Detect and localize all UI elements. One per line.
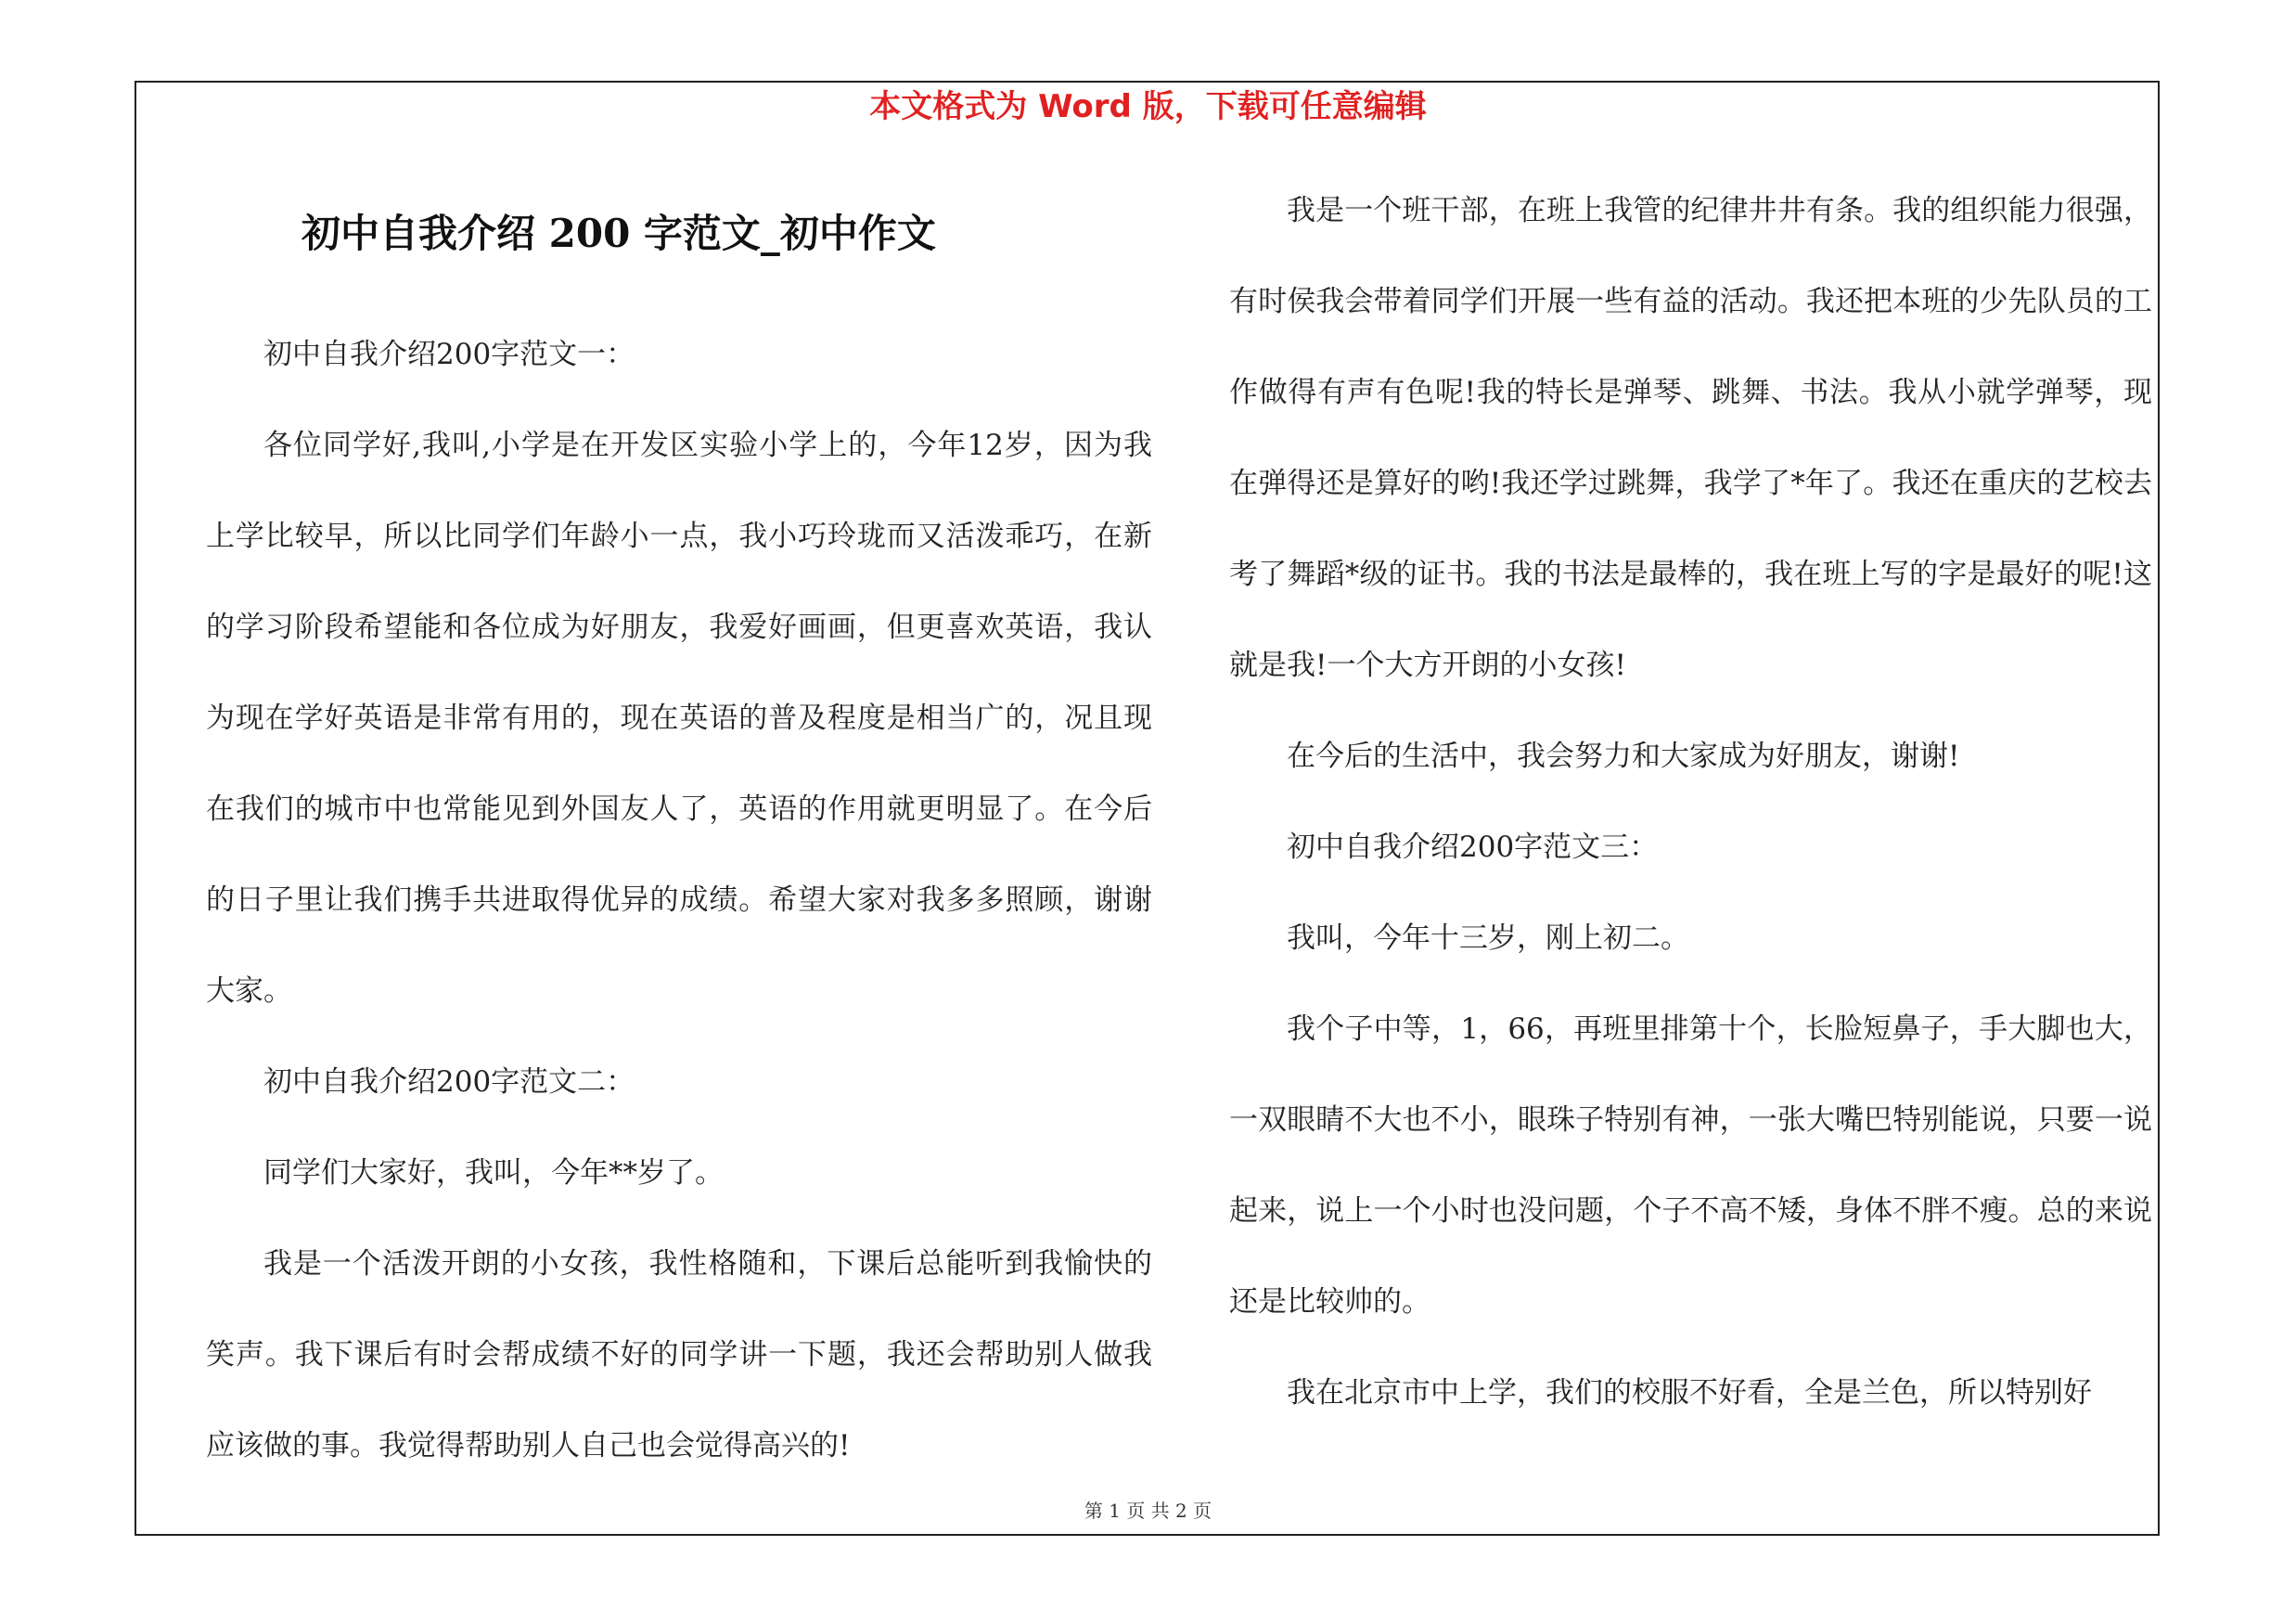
paragraph: 在今后的生活中，我会努力和大家成为好朋友，谢谢! (1287, 740, 1960, 773)
paragraph: 初中自我介绍200字范文三： (1287, 831, 1659, 864)
left-column (206, 309, 1152, 1491)
paragraph: 我是一个班干部，在班上我管的纪律井井有条。我的组织能力很强，有时侯我会带着同学们开展一些有益的活动。我还把本班的少先队员的工作做得有声有色呢!我的特长是弹琴、跳舞、书法。我从小就学弹琴，现在弹得还是算好的哟!我还学过跳舞，我学了*年了。我还在重庆的艺校去考了舞蹈*级的证书。我的书法是最棒的，我在班上写的字是最好的呢!这就是我!一个大方开朗的小女孩! (1229, 194, 2152, 682)
paragraph: 我是一个活泼开朗的小女孩，我性格随和，下课后总能听到我愉快的笑声。我下课后有时会帮成绩不好的同学讲一下题，我还会帮助别人做我应该做的事。我觉得帮助别人自己也会觉得高兴的! (206, 1247, 1152, 1462)
right-column (1229, 165, 2152, 1438)
paragraph: 各位同学好,我叫,小学是在开发区实验小学上的，今年12岁，因为我上学比较早，所以比同学们年龄小一点，我小巧玲珑而又活泼乖巧，在新的学习阶段希望能和各位成为好朋友，我爱好画画，但更喜欢英语，我认为现在学好英语是非常有用的，现在英语的普及程度是相当广的，况且现在我们的城市中也常能见到外国友人了，英语的作用就更明显了。在今后的日子里让我们携手共进取得优异的成绩。希望大家对我多多照顾，谢谢大家。 (206, 429, 1152, 1008)
paragraph: 同学们大家好，我叫，今年**岁了。 (263, 1156, 724, 1190)
paragraph: 我叫，今年十三岁，刚上初二。 (1287, 921, 1689, 955)
paragraph: 我个子中等，1，66，再班里排第十个，长脸短鼻子，手大脚也大，一双眼睛不大也不小，眼珠子特别有神，一张大嘴巴特别能说，只要一说起来，说上一个小时也没问题，个子不高不矮，身体不胖不瘦。总的来说还是比较帅的。 (1229, 1012, 2152, 1319)
paragraph: 初中自我介绍200字范文二： (263, 1065, 635, 1099)
document-title: 初中自我介绍 200 字范文_初中作文 (301, 211, 936, 256)
word-format-banner: 本文格式为 Word 版，下载可任意编辑 (869, 88, 1427, 125)
paragraph: 我在北京市中上学，我们的校服不好看，全是兰色，所以特别好 (1287, 1376, 2092, 1410)
page-number-footer: 第 1 页 共 2 页 (1084, 1500, 1212, 1522)
paragraph: 初中自我介绍200字范文一： (263, 338, 635, 371)
